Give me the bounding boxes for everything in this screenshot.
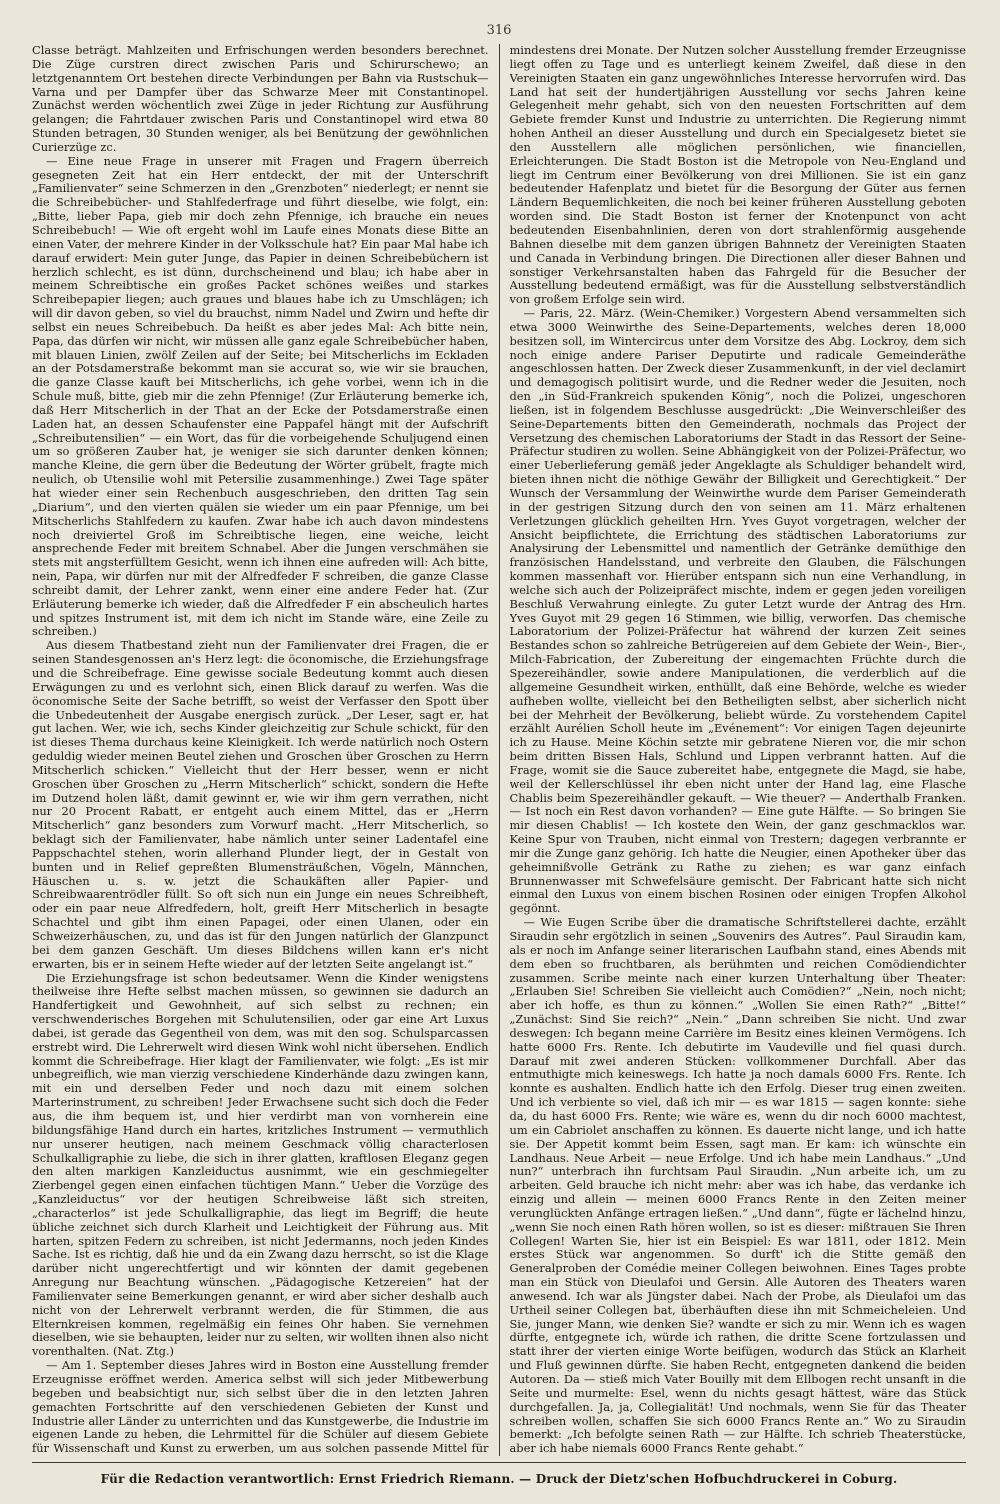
imprint-footer: Für die Redaction verantwortlich: Ernst Friedrich Riemann. — Druck der Dietz'schen Hofbuchdruckerei in Coburg.: [100, 1472, 898, 1486]
article-paragraph: — Am 1. September dieses Jahres wird in Boston eine Ausstellung fremder Erzeugnisse eröffnet werden. America selbst will sich jeder Mitbewerbung begeben und beabsichtigt nur, sich selbst über die in den letzten Jahren gemachten Fortschritte auf den verschiedenen Gebieten der Kunst und Industrie aller Länder zu unterrichten und das Kunstgewerbe, die Industrie im eigenen Lande zu heben, die Lehrmittel für die Schüler auf diesem Gebiete für Wissenschaft und Kunst zu erwerben, um aus solchen passende Mittel für: [32, 1358, 489, 1456]
article-paragraph: — Paris, 22. März. (Wein-Chemiker.) Vorgestern Abend versammelten sich etwa 3000 Weinwirthe des Seine-Departements, welches deren 18,000 besitzen soll, im Wintercircus unter dem Vorsitze des Abg. Lockroy, dem sich noch einige andere Pariser Deputirte und radicale Gemeinderäthe angeschlossen hatten. Der Zweck dieser Zusammenkunft, in der viel declamirt und demagogisch politisirt wurde, und die Redner weder die Jesuiten, noch den „in Süd-Frankreich spukenden König“, noch die Polizei, ungeschoren ließen, ist in folgendem Beschlusse ausgedrückt: „Die Weinverschleißer des Seine-Departements bitten den Gemeinderath, nochmals das Project der Versetzung des chemischen Laboratoriums der Stadt in das Ressort der Seine-Präfectur studiren zu wollen. Seine Abhängigkeit von der Polizei-Präfectur, wo einer Ueberlieferung gemäß jeder Angeklagte als Schuldiger behandelt wird, bieten ihnen nicht die nöthige Gewähr der Billigkeit und Gerechtigkeit.“ Der Wunsch der Versammlung der Weinwirthe wurde dem Pariser Gemeinderath in der gestrigen Sitzung durch den von seinen am 11. März erhaltenen Verletzungen glücklich geheilten Hrn. Yves Guyot vorgetragen, welcher der Ansicht beipflichtete, die Errichtung des städtischen Laboratoriums zur Analysirung der Lebensmittel und namentlich der Getränke demüthige den französischen Handelsstand, und verbreite den Glauben, die Fälschungen kommen massenhaft vor. Hierüber entspann sich nun eine Verhandlung, in welche sich auch der Polizeipräfect mischte, indem er gegen jeden voreiligen Beschluß Verwahrung einlegte. Zu guter Letzt wurde der Antrag des Hrn. Yves Guyot mit 29 gegen 16 Stimmen, wie billig, verworfen. Das chemische Laboratorium der Polizei-Präfectur hat während der kurzen Zeit seines Bestandes schon so zahlreiche Betrügereien auf dem Gebiete der Wein-, Bier-, Milch-Fabrication, der Zubereitung der eingemachten Früchte durch die Spezereihändler, sowie andere Manipulationen, die verderblich auf die allgemeine Gesundheit wirken, enthüllt, daß eine Behörde, welche es wieder aufheben wollte, vielleicht bei den Betheiligten selbst, aber sicherlich nicht bei der Mehrheit der Bevölkerung, beliebt würde. Zu vorstehendem Capitel erzählt Aurélien Scholl heute im „Evénement“: Vor einigen Tagen dejeunirte ich zu Hause. Meine Köchin setzte mir gebratene Nieren vor, die mir schon beim dritten Bissen Hals, Schlund und Lippen verbrannt hatten. Auf die Frage, womit sie die Sauce zubereitet habe, entgegnete die Magd, sie habe, weil der Kellerschlüssel ihr eben nicht unter der Hand lag, eine Flasche Chablis beim Spezereihändler gekauft. — Wie theuer? — Anderthalb Franken. — Ist noch ein Rest davon vorhanden? — Eine gute Hälfte. — So bringen Sie mir diesen Chablis! — Ich kostete den Wein, der ganz geschmacklos war. Keine Spur von Trauben, nicht einmal von Trestern; dagegen verbrannte er mir die Zunge ganz gehörig. Ich hatte die Neugier, einen Apotheker über das geheimnißvolle Getränk zu Rathe zu ziehen; es war ganz einfach Brunnenwasser mit Schwefelsäure gemischt. Der Fabricant hatte sich nicht einmal den Luxus von einem bischen Rosinen oder einigen Tropfen Alkohol gegönnt.: [509, 306, 966, 916]
article-paragraph: Classe beträgt. Mahlzeiten und Erfrischungen werden besonders berechnet. Die Züge curstren direct zwischen Paris und Schirurschewo; an letztgenanntem Ort bestehen directe Verbindungen per Bahn via Rustschuk—Varna und per Dampfer über das Schwarze Meer mit Constantinopel. Zunächst werden wöchentlich zwei Züge in jeder Richtung zur Ausführung gelangen; die Fahrtdauer zwischen Paris und Constantinopel wird etwa 80 Stunden betragen, 30 Stunden weniger, als bei Benützung der gewöhnlichen Curierzüge zc.: [32, 44, 489, 154]
article-paragraph: — Eine neue Frage in unserer mit Fragen und Fragern überreich gesegneten Zeit hat ein Herr entdeckt, der mit der Unterschrift „Familienvater“ seine Schmerzen in den „Grenzboten“ niederlegt; er nennt sie die Schreibebücher- und Stahlfederfrage und führt dieselbe, wie folgt, ein: „Bitte, lieber Papa, gieb mir doch zehn Pfennige, ich brauche ein neues Schreibebuch! — Wie oft ergeht wohl im Laufe eines Monats diese Bitte an einen Vater, der mehrere Kinder in der Volksschule hat? Ein paar Mal habe ich darauf erwidert: Mein guter Junge, das Papier in deinen Schreibebüchern ist herzlich schlecht, es ist dünn, durchscheinend und blau; ich habe aber in meinem Schreibtische ein großes Packet schönes weißes und starkes Schreibepapier liegen; auch graues und blaues habe ich zu Umschlägen; ich will dir davon geben, so viel du brauchst, nimm Nadel und Zwirn und hefte dir selbst ein neues Schreibebuch. Da heißt es aber jedes Mal: Ach bitte nein, Papa, das dürfen wir nicht, wir müssen alle ganz egale Schreibebücher haben, mit blauen Linien, zwölf Zeilen auf der Seite; bei Mitscherlichs im Eckladen an der Potsdamerstraße bekommt man sie accurat so, wie wir sie brauchen, die ganze Classe kauft bei Mitscherlichs, ich gehe vorbei, wenn ich in die Schule muß, bitte, gieb mir die zehn Pfennige! (Zur Erläuterung bemerke ich, daß Herr Mitscherlich in der That an der Ecke der Potsdamerstraße einen Laden hat, an dessen Schaufenster eine Pappafel hängt mit der Aufschrift „Schreibutensilien“ — ein Wort, das für die vorbeigehende Schuljugend einen um so größeren Zauber hat, je weniger sie sich darunter denken können; manche Kleine, die gern über die Bedeutung der Wörter grübelt, fragte mich neulich, ob Utensilie wohl mit Petersilie zusammenhinge.) Zwei Tage später hat wieder einer sein Rechenbuch ausgeschrieben, den dritten Tag sein „Diarium“, und den vierten quälen sie wieder um ein paar Pfennige, um bei Mitscherlichs Stahlfedern zu kaufen. Zwar habe ich auch davon mindestens noch dreiviertel Groß im Schreibtische liegen, eine weiche, leicht ansprechende Feder mit breitem Schnabel. Aber die Jungen verschmähen sie stets mit angsterfülltem Gesicht, wenn ich ihnen eine aufreden will: Ach bitte, nein, Papa, wir dürfen nur mit der Alfredfeder F schreiben, die ganze Classe schreibt damit, der Lehrer zankt, wenn einer eine andere Feder hat. (Zur Erläuterung bemerke ich wieder, daß die Alfredfeder F ein abscheulich hartes und spitzes Instrument ist, mit dem ich nicht im Stande wäre, eine Zeile zu schreiben.): [32, 153, 489, 639]
right-column: [510, 44, 967, 1456]
article-paragraph: Aus diesem Thatbestand zieht nun der Familienvater drei Fragen, die er seinen Standesgenossen an's Herz legt: die öconomische, die Erziehungsfrage und die Schreibefrage. Eine gewisse sociale Bedeutung kommt auch diesen Erwägungen zu und es verlohnt sich, einen Blick darauf zu werfen. Was die öconomische Seite der Sache betrifft, so weist der Verfasser den Spott über die Unbedeutenheit der Ausgabe energisch zurück. „Der Leser, sagt er, hat gut lachen. Wer, wie ich, sechs Kinder gleichzeitig zur Schule schickt, für den ist dieses Thema durchaus keine Kleinigkeit. Ich werde natürlich noch Ostern geduldig wieder meinen Beutel ziehen und Groschen über Groschen zu Herrn Mitscherlich schicken.“ Vielleicht thut der Herr besser, wenn er nicht Groschen über Groschen zu „Herrn Mitscherlich“ schickt, sondern die Hefte im Dutzend holen läßt, damit gewinnt er, wie wir ihm gern verrathen, nicht nur 20 Procent Rabatt, er entgeht auch einem Mittel, das er „Herrn Mitscherlich“ ganz besonders zum Vorwurf macht. „Herr Mitscherlich, so beklagt sich der Familienvater, habe nämlich unter seiner Ladentafel eine Pappschachtel stehen, worin allerhand Plunder liegt, der in Gestalt von bunten und in Relief gepreßten Blumensträußchen, Vögeln, Männchen, Häuschen u. s. w. jetzt die Schaukäften aller Papier- und Schreibwaarentrödler füllt. So oft sich nun ein Junge ein neues Schreibheft, oder ein paar neue Alfredfedern, holt, greift Herr Mitscherlich in besagte Schachtel und gibt ihm einen Papagei, oder einen Ulanen, oder ein Schweizerhäuschen, zu, und das ist für den Jungen natürlich der Glanzpunct bei dem ganzen Geschäft. Um dieses Bildchens willen kann er's nicht erwarten, bis er in seinem Hefte wieder auf der letzten Seite angelangt ist.“: [32, 638, 489, 971]
left-column: [32, 44, 489, 1456]
footer-divider: [32, 1462, 966, 1463]
page-number: 316: [486, 23, 512, 38]
article-paragraph: mindestens drei Monate. Der Nutzen solcher Ausstellung fremder Erzeugnisse liegt offen zu Tage und es unterliegt keinem Zweifel, daß diese in den Vereinigten Staaten ein ganz ungewöhnliches Interesse hervorrufen wird. Das Land hat seit der hundertjährigen Ausstellung vor sechs Jahren keine Gelegenheit mehr gehabt, sich von den neuesten Fortschritten auf dem Gebiete fremder Kunst und Industrie zu unterrichten. Die Regierung nimmt hohen Antheil an dieser Ausstellung und durch ein Specialgesetz bietet sie den Ausstellern alle möglichen persönlichen, wie financiellen, Erleichterungen. Die Stadt Boston ist die Metropole von Neu-England und liegt im Centrum einer Bevölkerung von drei Millionen. Sie ist ein ganz bedeutender Hafenplatz und bietet für die Besorgung der Güter aus fernen Ländern Bequemlichkeiten, die noch bei keiner früheren Ausstellung geboten worden sind. Die Stadt Boston ist ferner der Knotenpunct von acht bedeutenden Eisenbahnlinien, deren von dort strahlenförmig ausgehende Bahnen dieselbe mit dem ganzen übrigen Bahnnetz der Vereinigten Staaten und Canada in Verbindung bringen. Die Directionen aller dieser Bahnen und sonstiger Verkehrsanstalten haben das Fahrgeld für die Besucher der Ausstellung bedeutend ermäßigt, was für die Ausstellung selbstverständlich von großem Erfolge sein wird.: [509, 44, 966, 307]
column-divider: [499, 44, 500, 1456]
article-paragraph: — Wie Eugen Scribe über die dramatische Schriftstellerei dachte, erzählt Siraudin sehr ergötzlich in seinen „Souvenirs des Autres“. Paul Siraudin kam, als er noch im Anfange seiner literarischen Laufbahn stand, eines Abends mit dem eben so fruchtbaren, als berühmten und reichen Comödiendichter zusammen. Scribe meinte nach einer kurzen Unterhaltung über Theater: „Erlauben Sie! Schreiben Sie vielleicht auch Comödien?“ „Nein, noch nicht; aber ich hoffe, es thun zu können.“ „Wollen Sie einen Rath?“ „Bitte!“ „Zunächst: Sind Sie reich?“ „Nein.“ „Dann schreiben Sie nicht. Und zwar deswegen: Ich begann meine Carrière im Besitz eines kleinen Vermögens. Ich hatte 6000 Frs. Rente. Ich debutirte im Vaudeville und fiel quasi durch. Darauf mit zwei anderen Stücken: vollkommener Durchfall. Aber das entmuthigte mich keineswegs. Ich hatte ja noch damals 6000 Frs. Rente. Ich konnte es aushalten. Endlich hatte ich den Erfolg. Dieser trug einen zweiten. Und ich verbiente so viel, daß ich mir — es war 1815 — sagen konnte: siehe da, du hast 6000 Frs. Rente; wie wäre es, wenn du dir noch 6000 machtest, um ein Cabriolet anschaffen zu können. Es dauerte nicht lange, und ich hatte sie. Der Appetit kommt beim Essen, sagt man. Er kam: ich wünschte ein Landhaus. Neue Arbeit — neue Erfolge. Und ich habe mein Landhaus.“ „Und nun?“ unterbrach ihn furchtsam Paul Siraudin. „Nun arbeite ich, um zu arbeiten. Geld brauche ich nicht mehr: aber was ich habe, das verdanke ich einzig und allein — meinen 6000 Francs Rente in den Zeiten meiner verunglückten Anfänge ertragen ließen.“ „Und dann“, fügte er lächelnd hinzu, „wenn Sie noch einen Rath hören wollen, so ist es dieser: mißtrauen Sie Ihren Collegen! Warten Sie, hier ist ein Beispiel: Es war 1811, oder 1812. Mein erstes Stück war angenommen. So durft' ich die Stitte gemäß den Generalproben der Comédie meiner Collegen beiwohnen. Eines Tages probte man ein Stück von Dieulafoi und Gersin. Alle Autoren des Theaters waren anwesend. Ich war als Jüngster dabei. Nach der Probe, als Dieulafoi um das Urtheil seiner Collegen bat, überhäuften diese ihn mit Schmeicheleien. Und Sie, junger Mann, wie denken Sie? wandte er sich zu mir. Wenn ich es wagen dürfte, entgegnete ich, würde ich rathen, die dritte Scene fortzulassen und statt ihrer der vierten einige Worte beifügen, wodurch das Stück an Klarheit und Fluß gewinnen dürfte. Sie haben Recht, entgegneten dankend die beiden Autoren. Da — stieß mich Vater Bouilly mit dem Ellbogen recht unsanft in die Seite und murmelte: Esel, wenn du nichts gesagt hättest, wäre das Stück durchgefallen. Ja, ja, Collegialität! Und nochmals, wenn Sie für das Theater schreiben wollen, schaffen Sie sich 6000 Francs Rente an.“ Wo zu Siraudin bemerkt: „Ich befolgte seinen Rath — zur Hälfte. Ich schrieb Theaterstücke, aber ich habe niemals 6000 Francs Rente gehabt.“: [509, 915, 966, 1456]
text-columns: [32, 44, 966, 1456]
article-paragraph: Die Erziehungsfrage ist schon bedeutsamer. Wenn die Kinder wenigstens theilweise ihre Hefte selbst machen müssen, so gewinnen sie dadurch an Handfertigkeit und Gewohnheit, auf sich selbst zu rechnen; ein verschwenderisches Borgehen mit Schulutensilien, oder gar eine Art Luxus dabei, ist gerade das Gegentheil von dem, was mit den sog. Schulsparcassen erstrebt wird. Die Lehrerwelt wird diesen Wink wohl nicht übersehen. Endlich kommt die Schreibefrage. Hier klagt der Familienvater, wie folgt: „Es ist mir unbegreiflich, wie man vierzig verschiedene Kinderhände dazu zwingen kann, mit ein und derselben Feder und noch dazu mit einem solchen Marterinstrument, zu schreiben! Jeder Erwachsene sucht sich doch die Feder aus, die ihm bequem ist, und hier verdirbt man von vornherein eine bildungsfähige Hand durch ein hartes, kritzliches Instrument — vermuthlich nur unserer heutigen, nach meinem Geschmack völlig characterlosen Schulkalligraphie zu liebe, die sich in ihrer glatten, kraftlosen Eleganz gegen den alten markigen Kanzleiductus ausnimmt, wie ein geschmiegelter Zierbengel gegen einen einfachen tüchtigen Mann.“ Ueber die Vorzüge des „Kanzleiductus“ vor der heutigen Schreibweise läßt sich streiten, „characterlos“ ist jede Schulkalligraphie, das liegt im Begriff; die heute übliche zeichnet sich durch Klarheit und Leichtigkeit der Führung aus. Mit harten, spitzen Federn zu schreiben, ist nicht Jedermanns, noch jeden Kindes Sache. Ist es richtig, daß hie und da ein Zwang dazu herrscht, so ist die Klage darüber nicht ungerechtfertigt und wir könnten der damit gegebenen Anregung nur Beachtung wünschen. „Pädagogische Ketzereien“ hat der Familienvater seine Bemerkungen genannt, er wird aber sicher deshalb auch nicht von der Lehrerwelt verbrannt werden, die für Stimmen, die aus Elternkreisen kommen, regelmäßig ein feines Ohr haben. Sie vernehmen dieselben, wie sie behaupten, leider nur zu selten, wir wollten ihnen also nicht vorenthalten. (Nat. Ztg.): [32, 970, 489, 1359]
